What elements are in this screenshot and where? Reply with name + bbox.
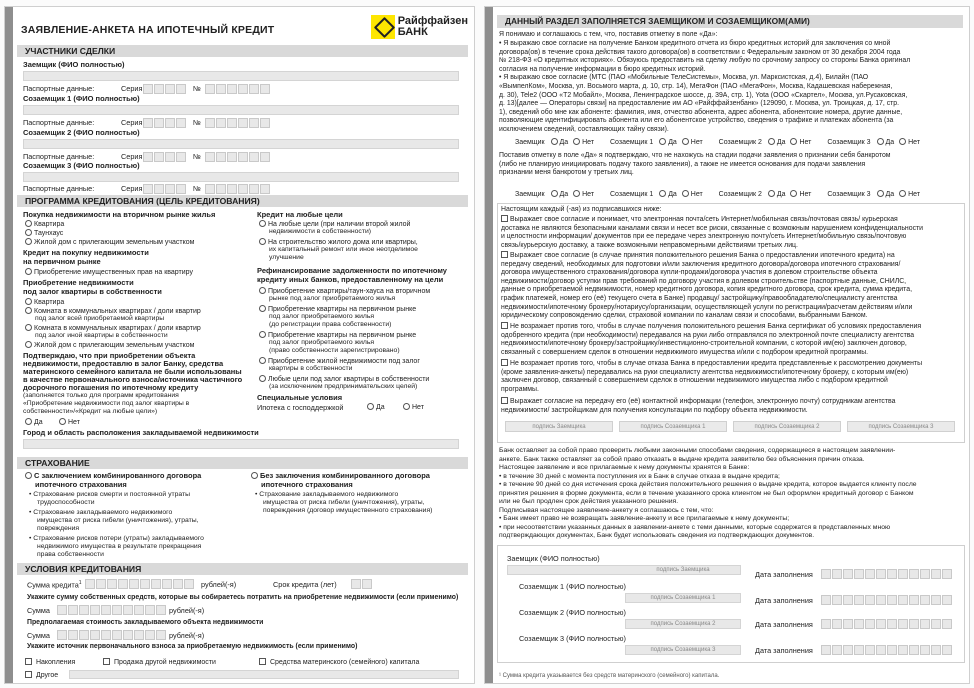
property-insurance-item-cont-1: имущества от риска гибели (уничтожения), утраты, <box>37 517 199 524</box>
construction-option-cont-1: их капитальный ремонт или иное неотделимое <box>269 246 418 253</box>
radio-icon <box>25 298 32 305</box>
city-label: Город и область расположения закладываемой недвижимости <box>23 428 259 437</box>
radio-icon <box>259 287 266 294</box>
pledge-room-option-1-cont: под залог всей приобретаемой квартиры <box>35 315 165 322</box>
radio-icon <box>25 418 32 425</box>
series-label: Серия <box>121 118 143 127</box>
primary-market-title-2: на первичном рынке <box>23 257 101 266</box>
radio-icon <box>25 341 32 348</box>
radio-icon <box>259 220 266 227</box>
checkbox-icon <box>501 359 508 366</box>
co-borrower-1-field[interactable] <box>23 105 459 115</box>
checkbox-icon <box>501 251 508 258</box>
co3-no-radio[interactable]: Нет <box>899 191 920 198</box>
refinance-residential-option[interactable]: Приобретение жилой недвижимости под залог <box>259 357 420 366</box>
rub-label: рублей(-я) <box>169 606 205 615</box>
data-transfer-consent[interactable]: Выражает свое согласие (в случае принятия положительного решения Банка о предоставлении ипотечного кредита) на передачу сведений, необходимых для подготовки и/или заключения кредитного договора/договора ипотечного страхования/ договора имущественного страхования/договора купли-продажи/договора участия в долевом строительстве объекта недвижимости/договор уступки прав требований по договору участия в долевом строительстве (паспортные данные, СНИЛС, данные о приобретаемой недвижимости, номер кредитного договора, копия кредитного договора, срок кредита, сумма кредита, график платежей, номер его (её) текущего счета в Банке) продавцу/ застройщику/правообладателю/специалисту агентства недвижимости/ипотечному брокеру/нотариусу/организации, осуществляющей услуги по регистрации/расчетам действиям и/или юридическому сопровождению сделки, страховой компании по каналам связи и способами, выбранными Банком. <box>501 252 913 320</box>
co1-no-radio[interactable]: Нет <box>682 139 703 146</box>
operator-consent-row: Заемщик Да Нет Созаемщик 1 Да Нет Созаемщик 2 Да Нет Созаемщик 3 Да Нет <box>515 139 921 146</box>
passport-series-cells[interactable] <box>143 84 186 94</box>
pledge-room-option-2-cont: под залог иной квартиры в собственности <box>35 332 168 339</box>
radio-icon <box>25 268 32 275</box>
refinance-secondary-cont: рынке под залог приобретаемого жилья <box>269 295 396 302</box>
co1-yes-radio[interactable]: Да <box>659 139 677 146</box>
savings-checkbox[interactable]: Накопления <box>25 658 75 667</box>
rub-label: рублей(-я) <box>169 631 205 640</box>
number-label: № <box>193 152 201 161</box>
loan-term-cells[interactable] <box>351 579 372 589</box>
footnote: ¹ Сумма кредита указывается без средств материнского (семейного) капитала. <box>499 673 720 679</box>
radio-icon <box>259 238 266 245</box>
insurance-heading: СТРАХОВАНИЕ <box>17 457 468 469</box>
radio-icon <box>25 238 32 245</box>
loan-term-label: Срок кредита (лет) <box>273 580 337 589</box>
contact-transfer-consent[interactable]: Выражает согласие на передачу его (её) контактной информации (телефон, электронную почту) сотрудникам агентства недвижимости/ застройщикам для получения консультации по подбору объекта недвижимости. <box>501 398 896 414</box>
loan-amount-label: Сумма кредита$^1$ <box>27 580 82 590</box>
passport-label: Паспортные данные: <box>23 118 95 127</box>
estimated-value-sum-label: Сумма <box>27 631 50 640</box>
primary-market-title-1: Кредит на покупку недвижимости <box>23 248 149 257</box>
co2-sign-label: Созаемщик 2 (ФИО полностью) <box>519 608 626 617</box>
confirm-line-8: собственности»/«Кредит на любые цели») <box>23 408 158 415</box>
maternity-capital-checkbox[interactable]: Средства материнского (семейного) капитала <box>259 658 419 667</box>
borrower-sign-label: Заемщик (ФИО полностью) <box>507 554 600 563</box>
other-source-field[interactable] <box>69 670 459 679</box>
borrower-label: Заемщик (ФИО полностью) <box>23 60 125 69</box>
consent-section-heading: ДАННЫЙ РАЗДЕЛ ЗАПОЛНЯЕТСЯ ЗАЕМЩИКОМ И СОЗАЕМЩИКОМ(АМИ) <box>497 15 963 28</box>
radio-icon <box>25 324 32 331</box>
life-insurance-item: • Страхование рисков смерти и постоянной утраты <box>29 491 191 498</box>
passport-number-cells[interactable] <box>205 118 270 128</box>
co1-yes-radio[interactable]: Да <box>659 191 677 198</box>
co3-yes-radio[interactable]: Да <box>877 139 895 146</box>
passport-series-cells[interactable] <box>143 184 186 194</box>
co-borrower-3-field[interactable] <box>23 172 459 182</box>
co1-no-radio[interactable]: Нет <box>682 191 703 198</box>
pledge-apartment-option[interactable]: Квартира <box>25 298 64 307</box>
date-cells[interactable] <box>821 595 952 605</box>
co-borrower-2-label: Созаемщик 2 (ФИО полностью) <box>23 128 140 137</box>
refinance-residential-cont: квартиры в собственности <box>269 365 353 372</box>
confirm-line-7: «Приобретение недвижимости под залог квартиры в <box>23 400 190 407</box>
borrower-no-radio[interactable]: Нет <box>573 191 594 198</box>
co2-signature-caption: подпись Созаемщика 2 <box>650 621 716 627</box>
confirm-no-option[interactable]: Нет <box>59 418 80 427</box>
life-insurance-item-cont: трудоспособности <box>37 499 95 506</box>
date-cells[interactable] <box>821 619 952 629</box>
pledge-title-2: под залог квартиры в собственности <box>23 287 162 296</box>
passport-number-cells[interactable] <box>205 84 270 94</box>
date-label: Дата заполнения <box>755 620 813 629</box>
other-checkbox[interactable]: Другое <box>25 671 58 680</box>
date-cells[interactable] <box>821 569 952 579</box>
left-page <box>4 6 475 684</box>
checkbox-icon <box>103 658 110 665</box>
checkbox-icon <box>259 658 266 665</box>
pledge-house-option[interactable]: Жилой дом с прилегающим земельным участком <box>25 341 194 350</box>
number-label: № <box>193 84 201 93</box>
special-conditions-title: Специальные условия <box>257 393 343 402</box>
secondary-apartment-option[interactable]: Квартира <box>25 220 64 229</box>
secondary-townhouse-option[interactable]: Таунхаус <box>25 229 63 238</box>
refinance-primary-unreg-option[interactable]: Приобретение квартиры на первичном рынке <box>259 305 416 314</box>
co3-sign-label: Созаемщик 3 (ФИО полностью) <box>519 634 626 643</box>
checkbox-icon <box>501 322 508 329</box>
radio-icon <box>59 418 66 425</box>
construction-option-cont-2: улучшение <box>269 254 304 261</box>
radio-icon <box>259 357 266 364</box>
co3-signature-caption: подпись Созаемщика 3 <box>650 647 716 653</box>
refinance-primary-reg-cont-2: (право собственности зарегистрировано) <box>269 347 400 354</box>
co3-signature-field[interactable]: подпись Созаемщика 3 <box>847 421 955 432</box>
refinance-secondary-option[interactable]: Приобретение квартиры/таун-хауса на вторичном <box>259 287 430 296</box>
logo-line-2: БАНК <box>397 26 428 38</box>
number-label: № <box>193 118 201 127</box>
right-page-sidebar <box>485 7 493 683</box>
number-label: № <box>193 184 201 193</box>
passport-series-cells[interactable] <box>143 152 186 162</box>
checkbox-icon <box>501 215 508 222</box>
with-insurance-cont: ипотечного страхования <box>35 480 127 489</box>
confirm-line-4: в качестве первоначального взноса/источника частичного <box>23 375 243 384</box>
secondary-market-title: Покупка недвижимости на вторичном рынке жилья <box>23 210 216 219</box>
borrower-yes-radio[interactable]: Да <box>551 139 569 146</box>
co2-signature-field[interactable]: подпись Созаемщика 2 <box>733 421 841 432</box>
rub-label: рублей(-я) <box>201 580 237 589</box>
bank-logo <box>371 15 468 39</box>
refinance-primary-unreg-cont-1: под залог приобретаемого жилья <box>269 313 375 320</box>
refinance-primary-reg-cont-1: под залог приобретаемого жилья <box>269 339 375 346</box>
radio-icon <box>25 220 32 227</box>
refinance-any-cont: (за исключением предпринимательских целей) <box>269 383 418 390</box>
refinance-title-1: Рефинансирование задолженности по ипотечному <box>257 266 447 275</box>
loan-amount-cells[interactable] <box>85 579 194 589</box>
title-insurance-item: • Страхование рисков потери (утраты) закладываемого <box>29 535 204 542</box>
date-label: Дата заполнения <box>755 570 813 579</box>
passport-label: Паспортные данные: <box>23 84 95 93</box>
borrower-name-field[interactable] <box>23 71 459 81</box>
logo-line-1: Райффайзен <box>397 15 468 27</box>
radio-icon <box>259 375 266 382</box>
confirm-line-5: досрочного погашения по ипотечному кредиту <box>23 383 199 392</box>
program-heading: ПРОГРАММА КРЕДИТОВАНИЯ (ЦЕЛЬ КРЕДИТОВАНИЯ) <box>17 195 468 207</box>
radio-icon <box>25 229 32 236</box>
radio-icon <box>259 305 266 312</box>
co-borrower-2-field[interactable] <box>23 139 459 149</box>
passport-label: Паспортные данные: <box>23 184 95 193</box>
confirm-yes-option[interactable]: Да <box>25 418 43 427</box>
bankruptcy-consent-row: Заемщик Да Нет Созаемщик 1 Да Нет Созаемщик 2 Да Нет Созаемщик 3 Да Нет <box>515 191 921 198</box>
passport-series-cells[interactable] <box>143 118 186 128</box>
title-insurance-item-cont-2: права собственности <box>37 551 104 558</box>
checkbox-icon <box>25 671 32 678</box>
title-insurance-item-cont-1: недвижимого имущества в результате прекращения <box>37 543 202 550</box>
series-label: Серия <box>121 84 143 93</box>
radio-icon <box>367 403 374 410</box>
any-purpose-option[interactable]: На любые цели (при наличии второй жилой <box>259 220 410 229</box>
bankruptcy-statement: Поставив отметку в поле «Да» я подтверждаю, что не нахожусь на стадии подачи заявления о признании себя банкротом (либо не планирую инициировать подачу такого заявления), а также не имеется основания для подачи заявления признании меня банкротом у третьих лиц. <box>499 152 891 177</box>
co1-signature-field[interactable]: подпись Созаемщика 1 <box>619 421 727 432</box>
borrower-signature-field[interactable]: подпись Заемщика <box>505 421 613 432</box>
series-label: Серия <box>121 152 143 161</box>
refinance-any-option[interactable]: Любые цели под залог квартиры в собственности <box>259 375 429 384</box>
without-property-item: • Страхование закладываемого недвижимого <box>255 491 399 498</box>
consent-box-intro: Настоящим каждый (-ая) из подписавшихся ниже: <box>501 206 662 213</box>
secondary-house-option[interactable]: Жилой дом с прилегающим земельным участком <box>25 238 194 247</box>
co2-no-radio[interactable]: Нет <box>790 191 811 198</box>
credit-bureau-consent: • Я выражаю свое согласие на получение Банком кредитного отчета из бюро кредитных историй для заключения со мной договора(ов) в течение срока действия такого договора(ов) в соответствии с Федеральным законом от 30 декабря 2004 года № 218-ФЗ «О кредитных историях». Обязуюсь предоставить на сделку любую по срочному запросу со стороны Банка оригинал согласия на получение информации в бюро кредитных историй. • Я выражаю свое согласие (МТС (ПАО «Мобильные ТелеСистемы», Москва, ул. Марксистская, д.4), Билайн (ПАО «ВымпелКом», Москва, ул. Восьмого марта, д. 10, стр. 14), МегаФон (ПАО «МегаФон», Москва, Кадашевская набережная, д. 30), Tele2 (ООО «Т2 Мобайл», Москва, Ленинградское шоссе, д. 39А, стр. 1), Yota (ООО «Скартел», Москва, ул.Русаковская, д. 13)[далее — Операторы связи] на предоставление им АО «Райффайзенбанк» (129090, г. Москва, ул. Троицкая, д. 17, стр. 1), сведений обо мне как абоненте: фамилия, имя, отчество абонента, адрес абонента, абонентские номера, другие данные, позволяющие идентифицировать абонента или его абонентское устройство, сведения о трафике и платежах абонента (за исключением сведений, составляющих тайну связи). <box>499 40 911 133</box>
co1-signature-caption: подпись Созаемщика 1 <box>650 595 716 601</box>
pledge-room-option-1[interactable]: Комната в коммунальных квартирах / доли квартир <box>25 307 201 316</box>
with-insurance-option[interactable]: С заключением комбинированного договора <box>25 472 201 481</box>
construction-option[interactable]: На строительство жилого дома или квартиры, <box>259 238 418 247</box>
raiffeisen-logo-icon <box>371 15 395 39</box>
left-page-sidebar <box>5 7 13 683</box>
own-funds-cells[interactable] <box>57 605 166 615</box>
co1-sign-label: Созаемщик 1 (ФИО полностью) <box>519 582 626 591</box>
date-label: Дата заполнения <box>755 596 813 605</box>
confirm-line-2: недвижимости, предоставлю в залог Банку, средства <box>23 359 224 368</box>
confirm-line-3: материнского семейного капитала не были использованы <box>23 367 242 376</box>
without-property-item-cont-1: имущества от риска гибели (уничтожения), утраты, <box>263 499 425 506</box>
radio-icon <box>25 472 32 479</box>
passport-number-cells[interactable] <box>205 184 270 194</box>
date-cells[interactable] <box>821 645 952 655</box>
property-sale-checkbox[interactable]: Продажа другой недвижимости <box>103 658 216 667</box>
series-label: Серия <box>121 184 143 193</box>
certificate-consent[interactable]: Не возражает против того, чтобы в случае получения положительного решения Банка сертификат об условиях предоставления одобренного кредита (при необходимости) передавался на руки либо отправлялся по электронной почте специалисту агентства недвижимости/ипотечному брокеру/застройщику/инвестиционно-строительной компании, с которой им(ею) заключен договор, связанный с совершением сделок в отношении недвижимого имущества и/или с подбором кредитной программы. <box>501 323 922 356</box>
down-payment-source-label: Укажите источник первоначального взноса за приобретаемую недвижимость (если применимо) <box>27 643 358 650</box>
pledge-title-1: Приобретение недвижимости <box>23 278 134 287</box>
passport-label: Паспортные данные: <box>23 152 95 161</box>
property-insurance-item-cont-2: повреждения <box>37 525 80 532</box>
borrower-yes-radio[interactable]: Да <box>551 191 569 198</box>
own-funds-label: Укажите сумму собственных средств, которые вы собираетесь потратить на приобретение недвижимости (если применимо) <box>27 594 459 601</box>
confirm-line-1: Подтверждаю, что при приобретении объекта <box>23 351 196 360</box>
channel-risk-consent[interactable]: Выражает свое согласие и понимает, что электронная почта/сеть Интернет/мобильная связь/почтовая связь/ курьерская доставка не являются безопасными каналами связи и несет все риски, связанные с возможным нарушением конфиденциальности и целостности информации/ документов при ее передаче через электронную почту/сеть Интернет/мобильную связь/почтовую связь/курьерскую доставку, а также возможными неправомерными действиями третьих лиц. <box>501 216 924 249</box>
without-insurance-cont: ипотечного страхования <box>261 480 353 489</box>
estimated-value-cells[interactable] <box>57 630 166 640</box>
radio-icon <box>259 331 266 338</box>
borrower-no-radio[interactable]: Нет <box>573 139 594 146</box>
bank-terms: Банк оставляет за собой право проверить любыми законными способами сведения, содержащиеся в настоящем заявлении- анкете. Банк также оставляет за собой право отказать в выдаче кредита заявителю без объяснения причин отказа. Настоящее заявление и все прилагаемые к нему документы хранятся в Банке: • в течение 30 дней с момента поступления их в Банк в случае отказа в выдаче кредита; • в течение 90 дней со дня истечения срока действия положительного решения о выдаче кредита, которое выдается клиенту после принятия решения в форме документа, если в течение указанного срока клиентом не был оформлен кредитный договор с Банком или не был продлен срок действия указанного решения. Подписывая настоящее заявление-анкету я соглашаюсь с тем, что: • Банк имеет право не возвращать заявление-анкету и все прилагаемые к нему документы; • при несоответствии указанных данных в заявлении-анкете с теми данными, которые содержатся в представленных мною подтверждающих документах, Банк будет использовать сведения из подтверждающих документов. <box>499 447 917 539</box>
consent-intro: Я понимаю и соглашаюсь с тем, что, поставив отметку в поле «Да»: <box>499 31 718 38</box>
any-purpose-title: Кредит на любые цели <box>257 210 343 219</box>
estimated-value-label: Предполагаемая стоимость закладываемого объекта недвижимости <box>27 619 264 626</box>
without-insurance-option[interactable]: Без заключения комбинированного договора <box>251 472 430 481</box>
without-property-item-cont-2: повреждения (договор имущественного страхования) <box>263 507 433 514</box>
co2-no-radio[interactable]: Нет <box>790 139 811 146</box>
checkbox-icon <box>501 397 508 404</box>
checkbox-icon <box>25 658 32 665</box>
right-page <box>484 6 970 684</box>
primary-rights-option[interactable]: Приобретение имущественных прав на квартиру <box>25 268 193 277</box>
passport-number-cells[interactable] <box>205 152 270 162</box>
date-label: Дата заполнения <box>755 646 813 655</box>
radio-icon <box>403 403 410 410</box>
confirm-line-6: (заполняется только для программ кредитования <box>23 392 179 399</box>
co3-yes-radio[interactable]: Да <box>877 191 895 198</box>
conditions-heading: УСЛОВИЯ КРЕДИТОВАНИЯ <box>17 563 468 575</box>
refusal-docs-consent[interactable]: Не возражает против того, чтобы в случае отказа Банка в предоставлении кредита представленные к рассмотрению документы (кроме заявления-анкеты) передавались на руки специалисту агентства недвижимости/ипотечному брокеру, с которым им(ею) заключен договор, связанный с совершением сделок в отношении недвижимого имущества либо с подбором кредитной программы. <box>501 360 923 393</box>
refinance-primary-unreg-cont-2: (до регистрации права собственности) <box>269 321 392 328</box>
pledge-room-option-2[interactable]: Комната в коммунальных квартирах / доли квартир <box>25 324 201 333</box>
co3-no-radio[interactable]: Нет <box>899 139 920 146</box>
co-borrower-3-label: Созаемщик 3 (ФИО полностью) <box>23 161 140 170</box>
refinance-primary-reg-option[interactable]: Приобретение квартиры на первичном рынке <box>259 331 416 340</box>
borrower-signature-caption: подпись Заемщика <box>656 567 710 573</box>
refinance-title-2: кредиту иных банков, предоставленному на цели <box>257 275 444 284</box>
co2-yes-radio[interactable]: Да <box>768 139 786 146</box>
city-field[interactable] <box>23 439 459 449</box>
co-borrower-1-label: Созаемщик 1 (ФИО полностью) <box>23 94 140 103</box>
property-insurance-item: • Страхование закладываемого недвижимого <box>29 509 173 516</box>
state-mortgage-no-option[interactable]: Нет <box>403 403 424 412</box>
state-mortgage-yes-option[interactable]: Да <box>367 403 385 412</box>
co2-yes-radio[interactable]: Да <box>768 191 786 198</box>
participants-heading: УЧАСТНИКИ СДЕЛКИ <box>17 45 468 57</box>
own-funds-sum-label: Сумма <box>27 606 50 615</box>
form-title: ЗАЯВЛЕНИЕ-АНКЕТА НА ИПОТЕЧНЫЙ КРЕДИТ <box>21 24 275 36</box>
radio-icon <box>25 307 32 314</box>
radio-icon <box>251 472 258 479</box>
any-purpose-option-cont: недвижимости в собственности) <box>269 228 372 235</box>
state-mortgage-label: Ипотека с господдержкой <box>257 403 344 412</box>
